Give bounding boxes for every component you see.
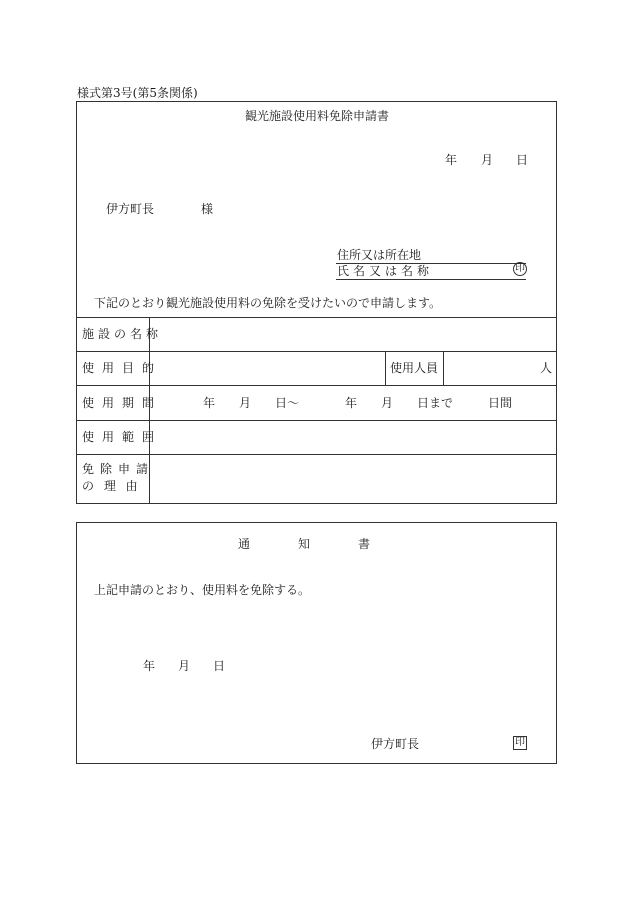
reason-label-line1: 免除申請 [82,462,155,476]
scope-label: 使用範囲 [82,430,163,444]
reason-label-line2: の 理 由 [82,479,141,493]
notice-title: 通 知 書 [238,537,371,551]
period-month-2: 月 [381,396,394,410]
num-people-unit: 人 [540,361,553,375]
notice-seal-mark: 印 [515,737,525,748]
date-year: 年 [445,153,458,167]
people-label-right-line [443,351,444,385]
purpose-label: 使用目的 [82,361,163,375]
period-year-2: 年 [345,396,358,410]
notice-date-day: 日 [213,659,226,673]
name-underline [336,279,526,280]
period-day-1: 日〜 [275,396,300,410]
notice-body: 上記申請のとおり、使用料を免除する。 [94,583,311,597]
addressee-name: 伊方町長 [106,202,155,216]
period-label: 使用期間 [82,396,163,410]
applicant-name-label: 氏名又は名称 [337,264,434,278]
period-month-1: 月 [239,396,252,410]
notice-date-month: 月 [178,659,191,673]
application-title: 観光施設使用料免除申請書 [245,109,390,123]
people-label-left-line [385,351,386,385]
applicant-address-label: 住所又は所在地 [337,248,422,262]
date-day: 日 [516,153,529,167]
period-day-2: 日まで [417,396,454,410]
notice-date-year: 年 [143,659,156,673]
period-days: 日間 [488,396,513,410]
application-statement: 下記のとおり観光施設使用料の免除を受けたいので申請します。 [94,296,442,310]
num-people-label: 使用人員 [390,361,439,375]
addressee-honorific: 様 [201,202,214,216]
form-number-label: 様式第3号(第5条関係) [77,86,198,100]
period-year-1: 年 [203,396,216,410]
notice-signer: 伊方町長 [371,737,420,751]
facility-name-label: 施設の名称 [82,327,163,341]
date-month: 月 [481,153,494,167]
notice-form [76,522,557,764]
applicant-seal-mark: 印 [515,263,525,274]
